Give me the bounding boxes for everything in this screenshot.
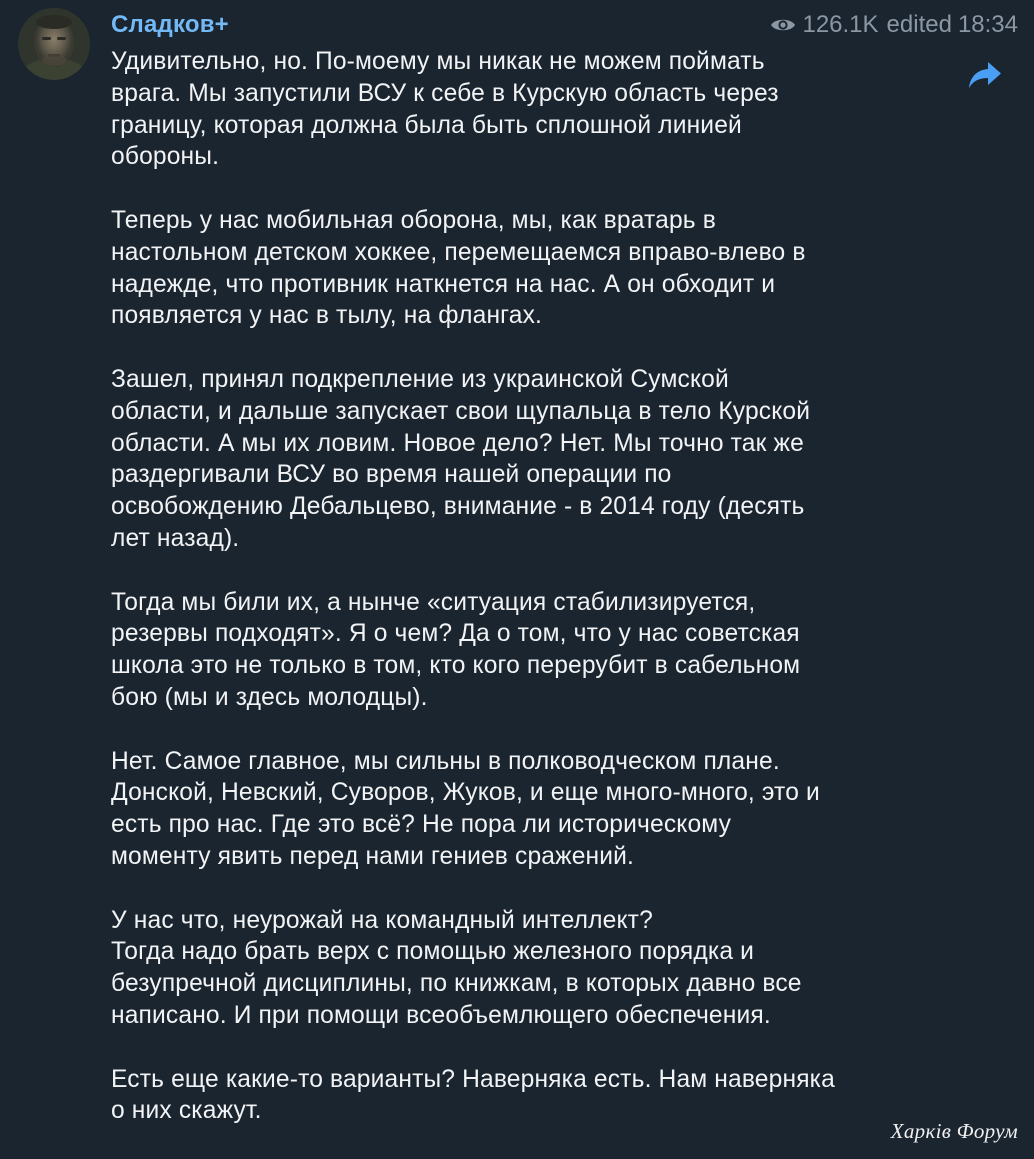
text-line: раздергивали ВСУ во время нашей операции по <box>111 461 672 489</box>
paragraph <box>111 364 911 555</box>
text-line: есть про нас. Где это всё? Не пора ли историческому <box>111 811 732 839</box>
paragraph <box>111 905 911 1032</box>
paragraph <box>111 746 911 873</box>
text-line: области, и дальше запускает свои щупальца в тело Курской <box>111 397 811 425</box>
avatar[interactable] <box>18 8 90 80</box>
paragraph <box>111 205 911 332</box>
text-line: резервы подходят». Я о чем? Да о том, что у нас советская <box>111 620 800 648</box>
text-line: Есть еще какие-то варианты? Наверняка есть. Нам наверняка <box>111 1065 835 1093</box>
post-meta <box>770 10 1018 40</box>
paragraph <box>111 587 911 714</box>
paragraph <box>111 46 911 173</box>
text-line: Тогда надо брать верх с помощью железного порядка и <box>111 938 755 966</box>
text-line: обороны. <box>111 143 220 171</box>
text-line: освобождению Дебальцево, внимание - в 2014 году (десять <box>111 493 805 521</box>
text-line: написано. И при помощи всеобъемлющего обеспечения. <box>111 1001 771 1029</box>
text-line: врага. Мы запустили ВСУ к себе в Курскую область через <box>111 79 779 107</box>
paragraph <box>111 1064 911 1128</box>
post-time: 18:34 <box>957 11 1018 38</box>
post-text <box>111 46 911 1159</box>
text-line: границу, которая должна была быть сплошной линией <box>111 111 742 139</box>
text-line: надежде, что противник наткнется на нас. А он обходит и <box>111 270 776 298</box>
text-line: Тогда мы били их, а нынче «ситуация стабилизируется, <box>111 588 756 616</box>
text-line: безупречной дисциплины, по книжкам, в которых давно все <box>111 970 802 998</box>
text-line: появляется у нас в тылу, на флангах. <box>111 302 543 330</box>
text-line: Теперь у нас мобильная оборона, мы, как вратарь в <box>111 206 716 234</box>
watermark: Харків Форум <box>890 1119 1018 1143</box>
eye-icon <box>770 16 796 34</box>
text-line: бою (мы и здесь молодцы). <box>111 683 428 711</box>
text-line: Зашел, принял подкрепление из украинской Сумской <box>111 365 729 393</box>
share-arrow-icon <box>968 60 1002 90</box>
avatar-photo <box>18 8 90 80</box>
text-line: Донской, Невский, Суворов, Жуков, и еще много-много, это и <box>111 779 820 807</box>
text-line: У нас что, неурожай на командный интеллект? <box>111 906 653 934</box>
text-line: области. А мы их ловим. Новое дело? Нет. Мы точно так же <box>111 429 804 457</box>
text-line: лет назад). <box>111 524 240 552</box>
text-line: настольном детском хоккее, перемещаемся вправо-влево в <box>111 238 806 266</box>
text-line: Удивительно, но. По-моему мы никак не можем поймать <box>111 48 765 75</box>
text-line: школа это не только в том, кто кого перерубит в сабельном <box>111 652 801 680</box>
text-line: о них скажут. <box>111 1097 262 1125</box>
view-count: 126.1K <box>802 11 879 38</box>
edited-label: edited <box>886 11 952 38</box>
channel-name[interactable]: Сладков+ <box>111 11 229 38</box>
text-line: Нет. Самое главное, мы сильны в полководческом плане. <box>111 747 780 775</box>
share-button[interactable] <box>962 52 1008 98</box>
text-line: моменту явить перед нами гениев сражений. <box>111 842 635 870</box>
